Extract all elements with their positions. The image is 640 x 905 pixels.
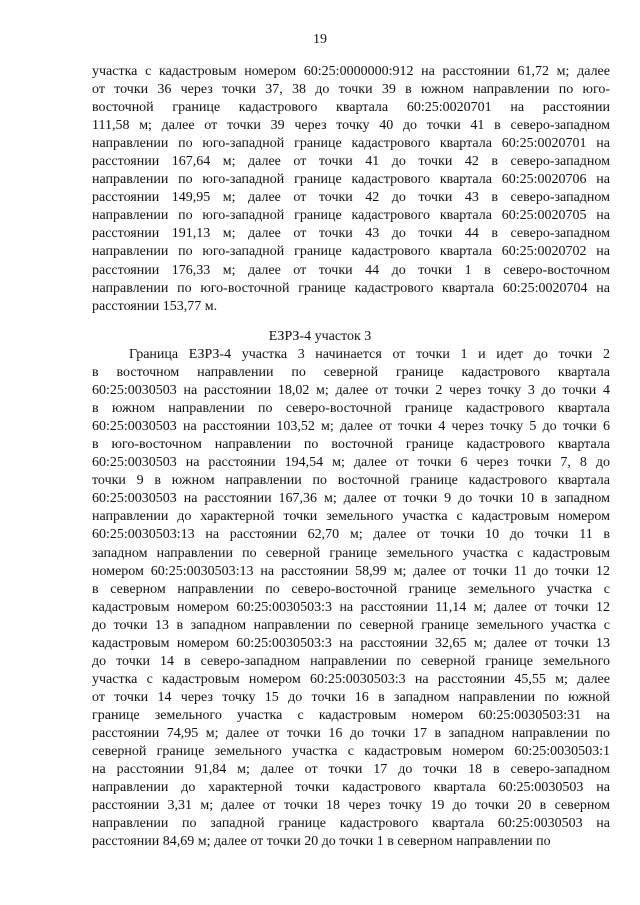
text-line: кадастровым номером 60:25:0030503:3 на расстоянии 11,14 м; далее от точки 12 [92, 599, 610, 615]
text-line: участка с кадастровым номером 60:25:0000000:912 на расстоянии 61,72 м; далее [92, 64, 610, 79]
text-line: направлении по юго-западной границе кадастрового квартала 60:25:0020702 на [92, 244, 610, 260]
text-line: 60:25:0030503 на расстоянии 167,36 м; далее от точки 9 до точки 10 в западном [92, 491, 610, 507]
text-line: кадастровым номером 60:25:0030503:3 на расстоянии 32,65 м; далее от точки 13 [92, 635, 610, 651]
text-line: в северном направлении по северо-восточной границе земельного участка с [92, 581, 610, 597]
text-line: от точки 36 через точки 37, 38 до точки 39 в южном направлении по юго- [92, 82, 610, 98]
text-line: от точки 14 через точку 15 до точки 16 в западном направлении по южной [92, 689, 610, 705]
section-paragraph [92, 346, 610, 851]
text-line: точки 9 в южном направлении по восточной границе кадастрового квартала [92, 473, 610, 489]
text-line: направлении до характерной точки кадастрового квартала 60:25:0030503 на [92, 780, 610, 796]
text-line: номером 60:25:0030503:13 на расстоянии 58,99 м; далее от точки 11 до точки 12 [92, 563, 610, 579]
text-line: расстоянии 84,69 м; далее от точки 20 до точки 1 в северном направлении по [92, 834, 551, 850]
text-line: 60:25:0030503 на расстоянии 103,52 м; далее от точки 4 через точку 5 до точки 6 [92, 419, 610, 435]
text-line: 60:25:0030503 на расстоянии 18,02 м; далее от точки 2 через точку 3 до точки 4 [92, 383, 610, 399]
text-line: расстоянии 149,95 м; далее от точки 42 до точки 43 в северо-западном [92, 190, 610, 206]
text-line: направлении по юго-восточной границе кадастрового квартала 60:25:0020704 на [92, 280, 610, 296]
text-line: 60:25:0030503 на расстоянии 194,54 м; далее от точки 6 через точки 7, 8 до [92, 455, 610, 471]
text-line: направлении до характерной точки земельного участка с кадастровым номером [92, 509, 610, 525]
text-line: направлении по юго-западной границе кадастрового квартала 60:25:0020705 на [92, 208, 610, 224]
text-line: направлении по юго-западной границе кадастрового квартала 60:25:0020701 на [92, 136, 610, 152]
text-line: границе земельного участка с кадастровым номером 60:25:0030503:31 на [92, 707, 610, 723]
text-line: до точки 13 в западном направлении по северной границе земельного участка с [92, 617, 610, 633]
text-line: расстоянии 153,77 м. [92, 298, 218, 314]
text-line: направлении по западной границе кадастрового квартала 60:25:0030503 на [92, 816, 610, 832]
text-line: в юго-восточном направлении по восточной границе кадастрового квартала [92, 437, 610, 453]
text-line: 111,58 м; далее от точки 39 через точку 40 до точки 41 в северо-западном [92, 118, 610, 134]
text-line: расстоянии 3,31 м; далее от точки 18 через точку 19 до точки 20 в северном [92, 798, 610, 814]
section-heading: ЕЗРЗ-4 участок 3 [268, 329, 372, 344]
page-number: 19 [313, 32, 327, 47]
text-line: до точки 14 в северо-западном направлении по северной границе земельного [92, 653, 610, 669]
text-line: восточной границе кадастрового квартала 60:25:0020701 на расстоянии [92, 100, 610, 116]
text-line: в южном направлении по северо-восточной границе кадастрового квартала [92, 401, 610, 417]
text-line: Граница ЕЗРЗ-4 участка 3 начинается от точки 1 и идет до точки 2 [129, 347, 610, 362]
text-line: направлении по юго-западной границе кадастрового квартала 60:25:0020706 на [92, 172, 610, 188]
text-line: расстоянии 176,33 м; далее от точки 44 до точки 1 в северо-восточном [92, 262, 610, 278]
text-line: западном направлении по северной границе земельного участка с кадастровым [92, 545, 610, 561]
text-line: в восточном направлении по северной границе кадастрового квартала [92, 365, 610, 381]
text-line: расстоянии 167,64 м; далее от точки 41 до точки 42 в северо-западном [92, 154, 610, 170]
text-line: 60:25:0030503:13 на расстоянии 62,70 м; далее от точки 10 до точки 11 в [92, 527, 610, 543]
text-line: расстоянии 191,13 м; далее от точки 43 до точки 44 в северо-западном [92, 226, 610, 242]
text-line: северной границе земельного участка с кадастровым номером 60:25:0030503:1 [92, 744, 610, 760]
text-line: на расстоянии 91,84 м; далее от точки 17 до точки 18 в северо-западном [92, 762, 610, 778]
text-line: расстоянии 74,95 м; далее от точки 16 до точки 17 в западном направлении по [92, 725, 610, 741]
text-line: участка с кадастровым номером 60:25:0030503:3 на расстоянии 45,55 м; далее [92, 671, 610, 687]
continuation-paragraph [92, 63, 610, 316]
